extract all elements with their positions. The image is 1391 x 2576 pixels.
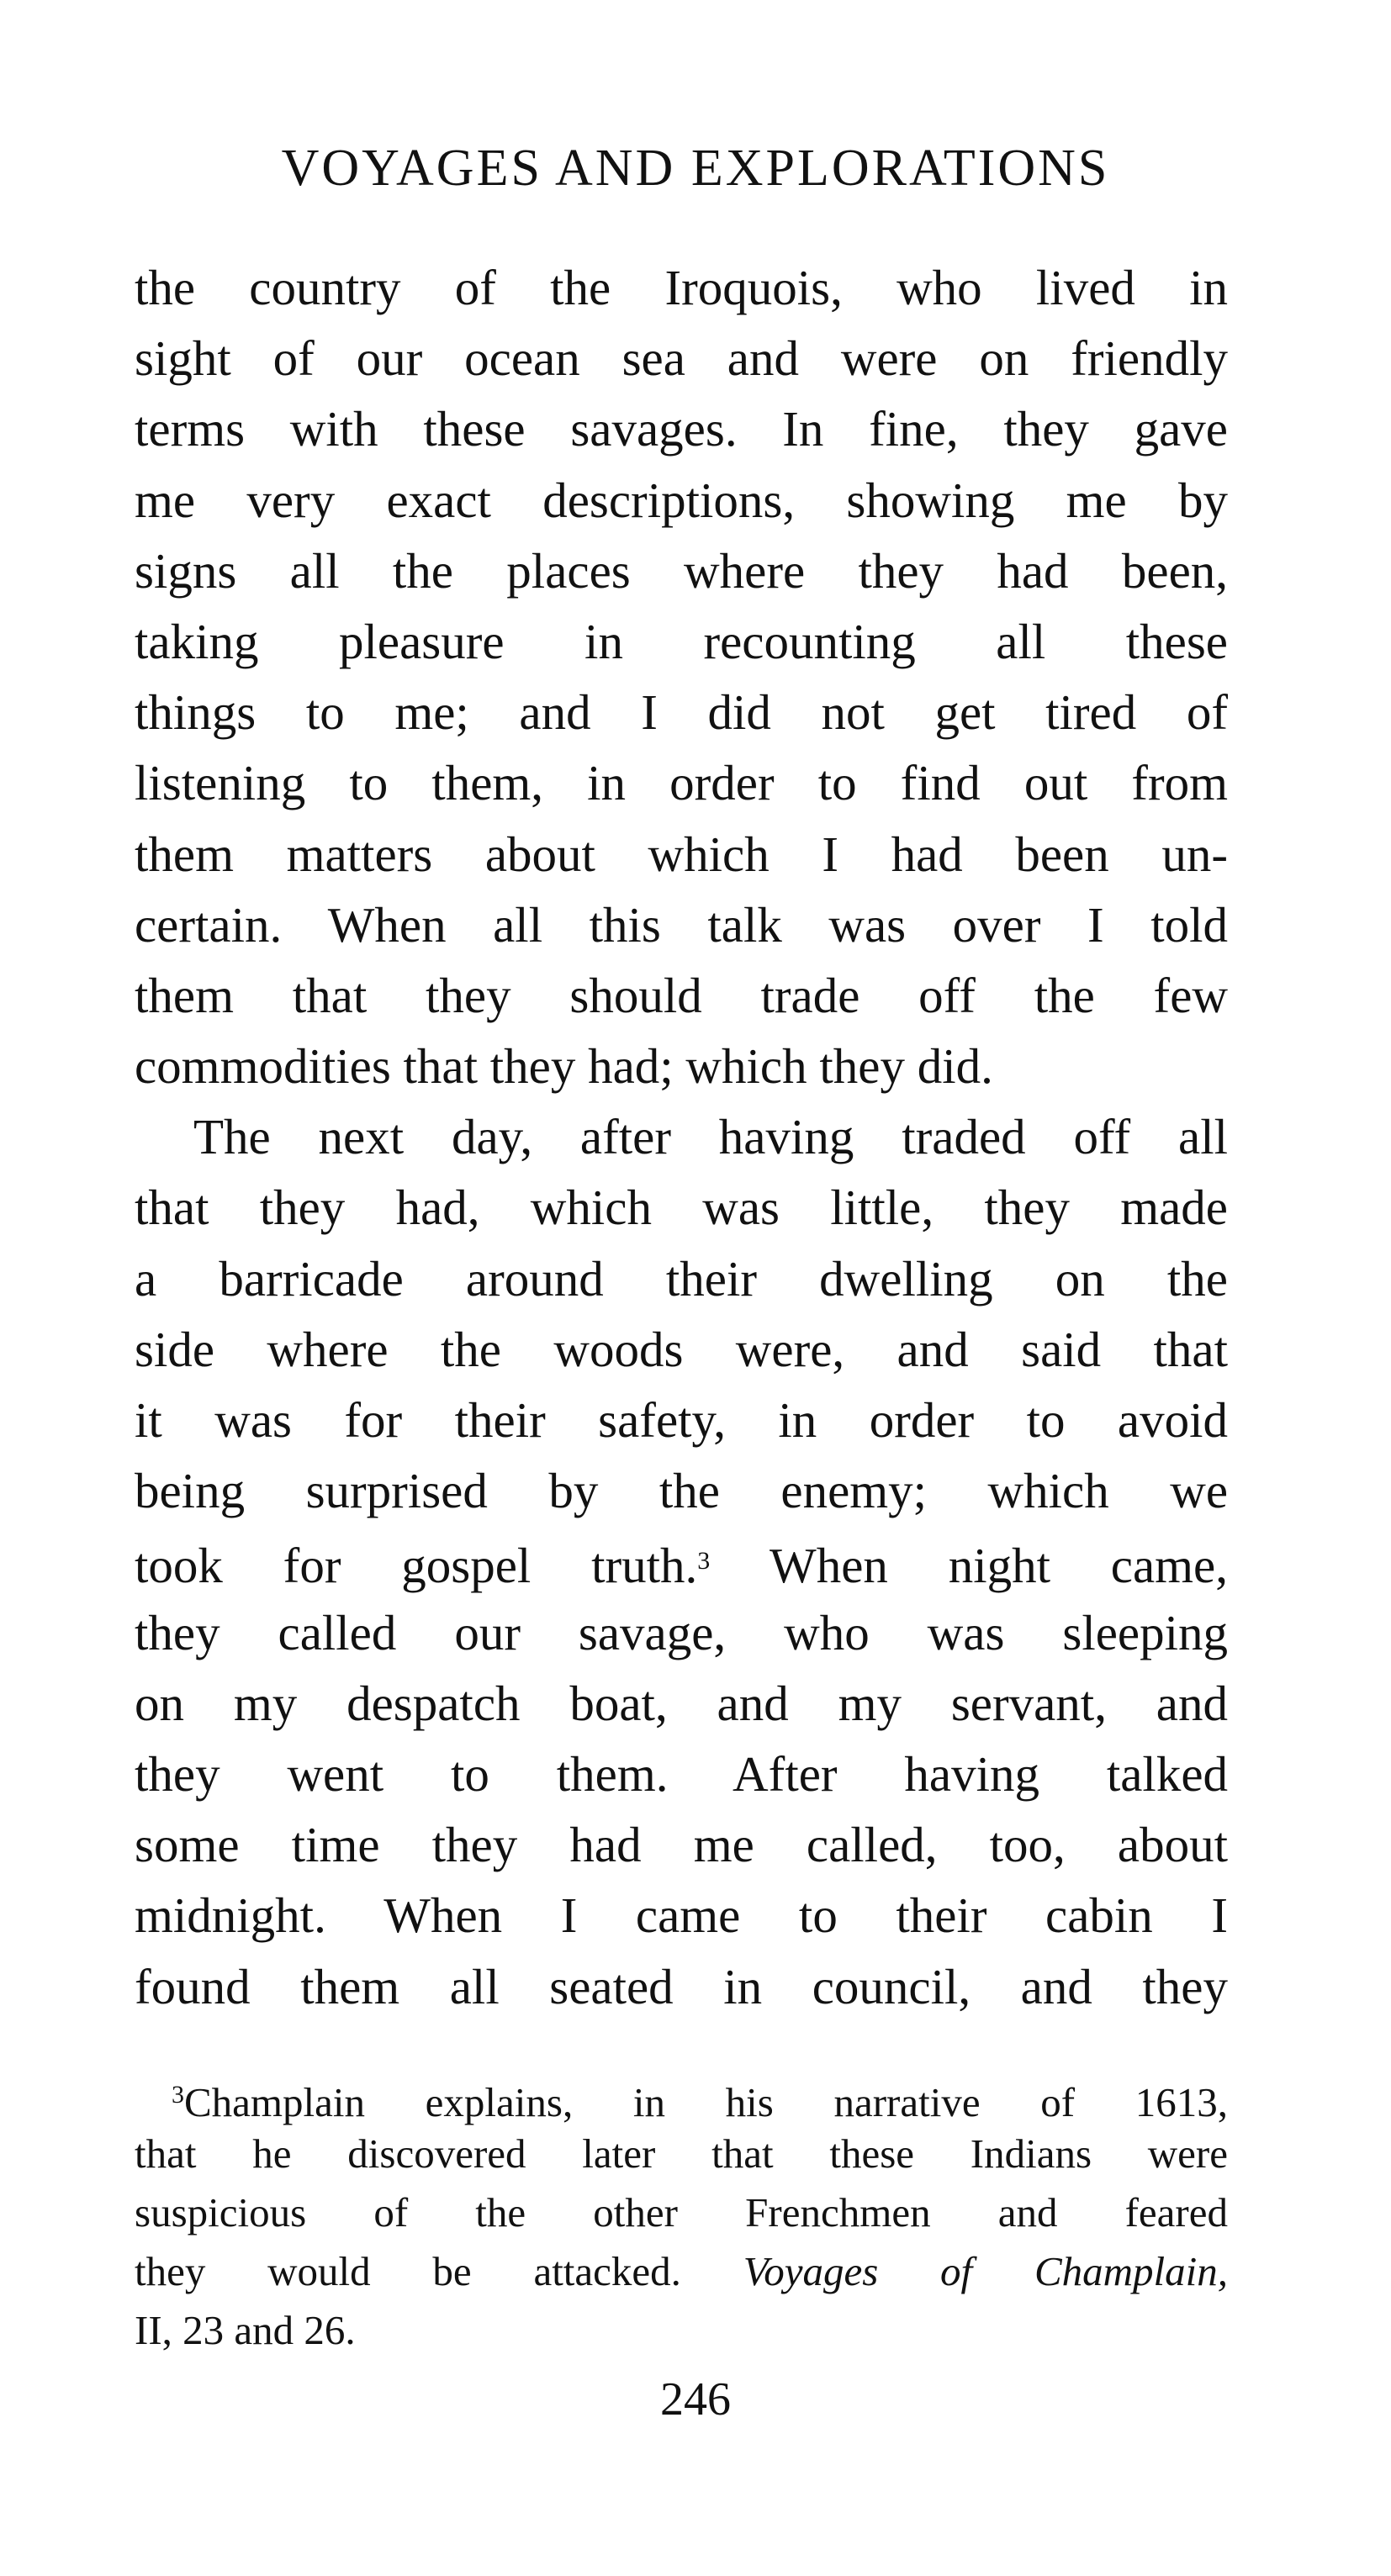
text-line-with-footnote-ref — [135, 1526, 1228, 1597]
footnote-line — [135, 2066, 1228, 2125]
paragraph-end-line: commodities that they had; which they did. — [135, 1038, 993, 1095]
footnote-line: II, 23 and 26. — [135, 2307, 356, 2353]
text-line: midnight. When I came to their cabin I — [135, 1887, 1228, 1944]
footnote-line — [135, 2242, 1228, 2301]
footnote-line: suspicious of the other Frenchmen and feared — [135, 2189, 1228, 2236]
text-line: on my despatch boat, and my servant, and — [135, 1675, 1228, 1731]
text-line: me very exact descriptions, showing me by — [135, 472, 1228, 528]
text-fragment: they would be attacked. — [135, 2248, 681, 2294]
text-line: it was for their safety, in order to avoid — [135, 1392, 1228, 1448]
text-line: a barricade around their dwelling on the — [135, 1250, 1228, 1306]
text-line: the country of the Iroquois, who lived in — [135, 260, 1228, 315]
text-fragment: When night came, — [770, 1538, 1228, 1594]
footnote — [135, 2066, 1228, 2360]
text-line: signs all the places where they had been, — [135, 542, 1228, 599]
text-fragment: took for gospel truth. — [135, 1538, 698, 1594]
text-line: some time they had me called, too, about — [135, 1817, 1228, 1873]
text-line: them matters about which I had been un- — [135, 826, 1228, 882]
text-line: listening to them, in order to find out from — [135, 755, 1228, 811]
body-text — [135, 252, 1228, 2022]
text-line: being surprised by the enemy; which we — [135, 1463, 1228, 1519]
text-line: them that they should trade off the few — [135, 967, 1228, 1023]
text-line: side where the woods were, and said that — [135, 1321, 1228, 1377]
footnote-reference: 3 — [697, 1547, 711, 1576]
text-line: found them all seated in council, and they — [135, 1958, 1228, 2014]
text-line: they called our savage, who was sleeping — [135, 1604, 1228, 1660]
page-number: 246 — [660, 2373, 731, 2426]
text-line: they went to them. After having talked — [135, 1745, 1228, 1802]
running-head: VOYAGES AND EXPLORATIONS — [281, 140, 1110, 197]
book-title-citation: Voyages of Champlain, — [743, 2248, 1228, 2294]
text-line: terms with these savages. In fine, they gave — [135, 401, 1228, 457]
text-line: things to me; and I did not get tired of — [135, 684, 1228, 741]
text-line: sight of our ocean sea and were on friendly — [135, 330, 1228, 387]
footnote-marker: 3 — [172, 2081, 184, 2109]
text-fragment: Champlain explains, in his narrative of 1613, — [184, 2079, 1228, 2125]
footnote-line: that he discovered later that these Indians were — [135, 2130, 1228, 2177]
text-line: taking pleasure in recounting all these — [135, 613, 1228, 669]
paragraph-start-line: The next day, after having traded off all — [193, 1109, 1228, 1165]
text-line: that they had, which was little, they made — [135, 1180, 1228, 1236]
text-line: certain. When all this talk was over I told — [135, 896, 1228, 953]
